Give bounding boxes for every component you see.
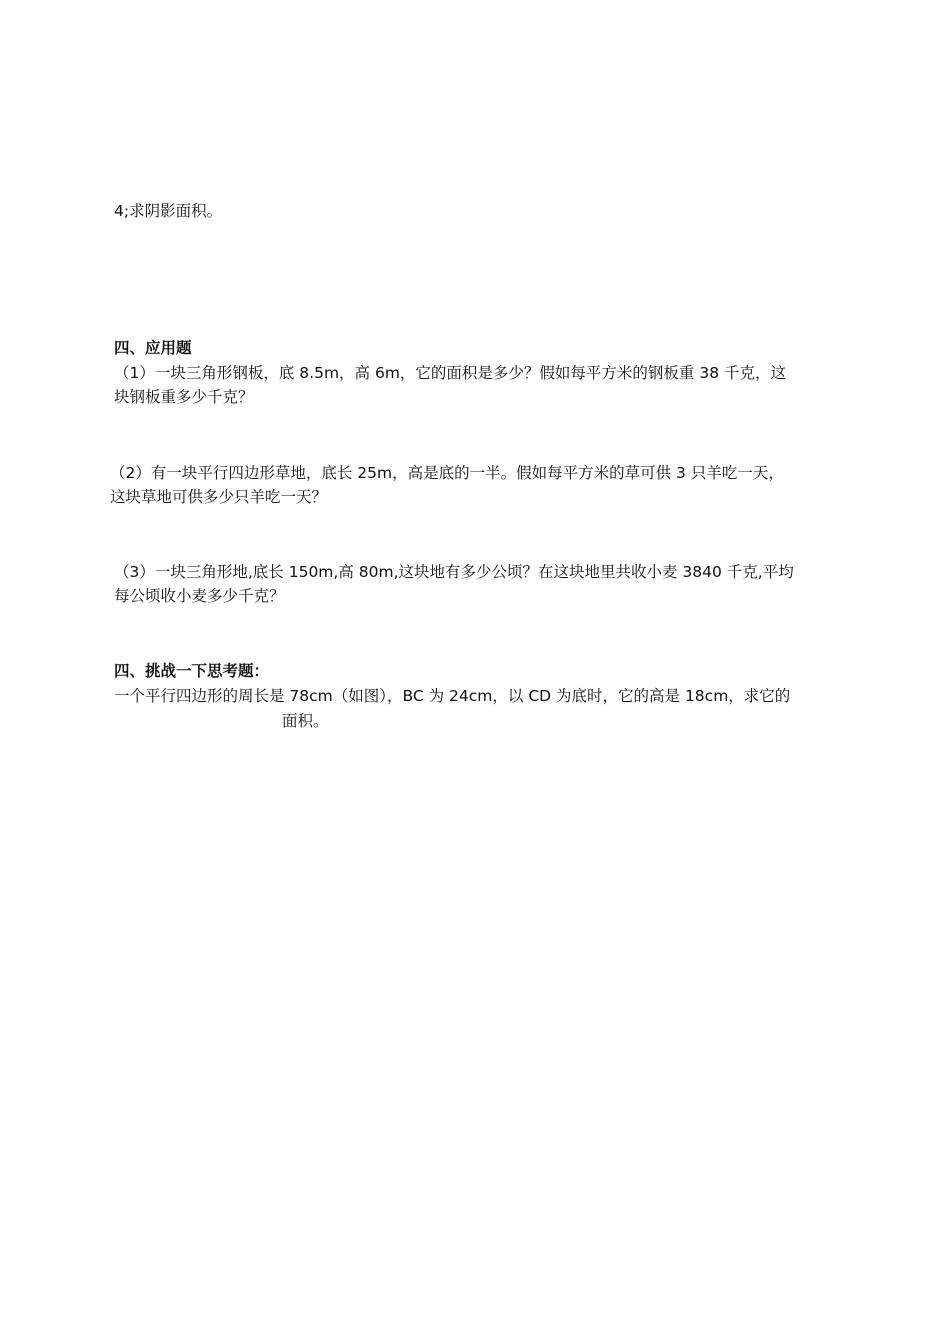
question-3-line-1: （3）一块三角形地,底长 150m,高 80m,这块地有多少公顷？在这块地里共收小麦 3840 千克,平均 — [114, 563, 794, 581]
challenge-line-2: 面积。 — [282, 712, 329, 730]
question-2-line-2: 这块草地可供多少只羊吃一天？ — [110, 488, 328, 506]
challenge-line-1: 一个平行四边形的周长是 78cm（如图），BC 为 24cm，以 CD 为底时，它的高是 18cm，求它的 — [114, 687, 791, 705]
question-1-line-1: （1）一块三角形钢板，底 8.5m，高 6m，它的面积是多少？假如每平方米的钢板重 38 千克，这 — [114, 364, 787, 382]
question-3-line-2: 每公顷收小麦多少千克？ — [114, 587, 285, 605]
question-2-line-1: （2）有一块平行四边形草地，底长 25m，高是底的一半。假如每平方米的草可供 3 只羊吃一天， — [110, 464, 784, 482]
intro-line: 4;求阴影面积。 — [114, 202, 223, 220]
question-1-line-2: 块钢板重多少千克？ — [114, 388, 254, 406]
challenge-heading: 四、挑战一下思考题： — [114, 662, 270, 680]
application-heading: 四、应用题 — [114, 339, 192, 357]
